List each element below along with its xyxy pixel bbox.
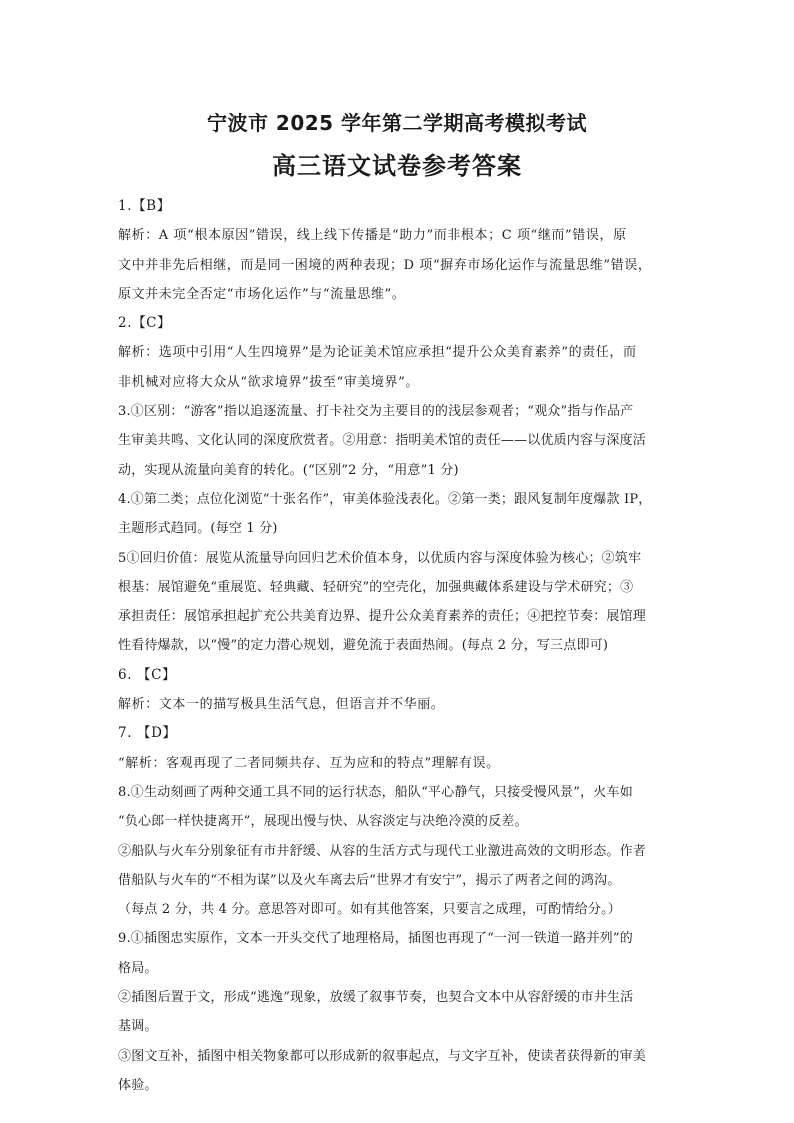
answer-9-text: ②插图后置于文，形成“逃逸”现象，放缓了叙事节奏，也契合文本中从容舒缓的市井生活 xyxy=(118,990,634,1006)
answer-key-title: 高三语文试卷参考答案 xyxy=(272,152,522,180)
answer-8-scoring-note: （每点 2 分，共 4 分。意思答对即可。如有其他答案，只要言之成理，可酌情给分。） xyxy=(118,902,621,918)
answer-4-text: 4.①第二类；点位化浏览“十张名作”，审美体验浅表化。②第一类；跟风复制年度爆款 IP， xyxy=(118,491,652,507)
answer-9-text: 格局。 xyxy=(118,960,158,976)
answer-3-text: 3.①区别：“游客”指以追逐流量、打卡社交为主要目的的浅层参观者；“观众”指与作品产 xyxy=(118,404,634,420)
exam-title: 宁波市 2025 学年第二学期高考模拟考试 xyxy=(206,111,588,135)
answer-2-label: 2.【C】 xyxy=(118,315,172,332)
answer-7-label: 7. 【D】 xyxy=(118,725,177,742)
answer-8-text: 8.①生动刻画了两种交通工具不同的运行状态，船队“平心静气，只接受慢风景”，火车如 xyxy=(118,784,633,800)
answer-3-text: 生审美共鸣、文化认同的深度欣赏者。②用意：指明美术馆的责任——以优质内容与深度活 xyxy=(118,433,647,449)
answer-1-label: 1.【B】 xyxy=(118,198,171,214)
answer-9-text: 9.①插图忠实原作，文本一开头交代了地理格局，插图也再现了“一河一铁道一路并列”的 xyxy=(118,931,633,947)
answer-1-explanation: 文中并非先后相继，而是同一困境的两种表现；D 项“摒弃市场化运作与流量思维”错误， xyxy=(118,257,652,273)
answer-2-explanation: 非机械对应将大众从“欲求境界”拔至“审美境界”。 xyxy=(118,374,419,390)
answer-5-text: 根基：展馆避免“重展览、轻典藏、轻研究”的空壳化，加强典藏体系建设与学术研究；③ xyxy=(118,579,634,595)
answer-content xyxy=(118,192,680,1100)
answer-5-text: 承担责任：展馆承担起扩充公共美育边界、提升公众美育素养的责任；④把控节奏：展馆理 xyxy=(118,609,647,625)
answer-1-explanation: 原文并未完全否定“市场化运作”与“流量思维”。 xyxy=(118,286,406,302)
answer-5-text: 5①回归价值：展览从流量导向回归艺术价值本身，以优质内容与深度体验为核心；②筑牢 xyxy=(118,550,642,566)
answer-8-text: “负心郎一样快捷离开”，展现出慢与快、从容淡定与决绝冷漠的反差。 xyxy=(118,814,528,830)
answer-9-text: ③图文互补，插图中相关物象都可以形成新的叙事起点，与文字互补，使读者获得新的审美 xyxy=(118,1048,647,1064)
answer-3-text: 动，实现从流量向美育的转化。(“区别”2 分，“用意”1 分) xyxy=(118,462,459,478)
answer-8-text: ②船队与火车分别象征有市井舒缓、从容的生活方式与现代工业激进高效的文明形态。作者 xyxy=(118,843,647,859)
answer-8-text: 借船队与火车的“不相为谋”以及火车离去后“世界才有安宁”，揭示了两者之间的鸿沟。 xyxy=(118,872,621,888)
answer-6-explanation: 解析：文本一的描写极具生活气息，但语言并不华丽。 xyxy=(118,697,445,713)
answer-4-text: 主题形式趋同。(每空 1 分) xyxy=(118,521,278,537)
answer-5-text: 性看待爆款，以“慢”的定力潜心规划，避免流于表面热闹。(每点 2 分，写三点即可) xyxy=(118,638,609,654)
answer-9-text: 基调。 xyxy=(118,1019,158,1035)
answer-7-explanation: “解析：客观再现了二者同频共存、互为应和的特点”理解有误。 xyxy=(118,755,500,771)
answer-9-text: 体验。 xyxy=(118,1077,158,1093)
answer-6-label: 6. 【C】 xyxy=(118,666,177,683)
answer-1-explanation: 解析：A 项“根本原因”错误，线上线下传播是“助力”而非根本；C 项“继而”错误，原 xyxy=(118,228,627,244)
answer-2-explanation: 解析：选项中引用“人生四境界”是为论证美术馆应承担“提升公众美育素养”的责任，而 xyxy=(118,345,637,361)
